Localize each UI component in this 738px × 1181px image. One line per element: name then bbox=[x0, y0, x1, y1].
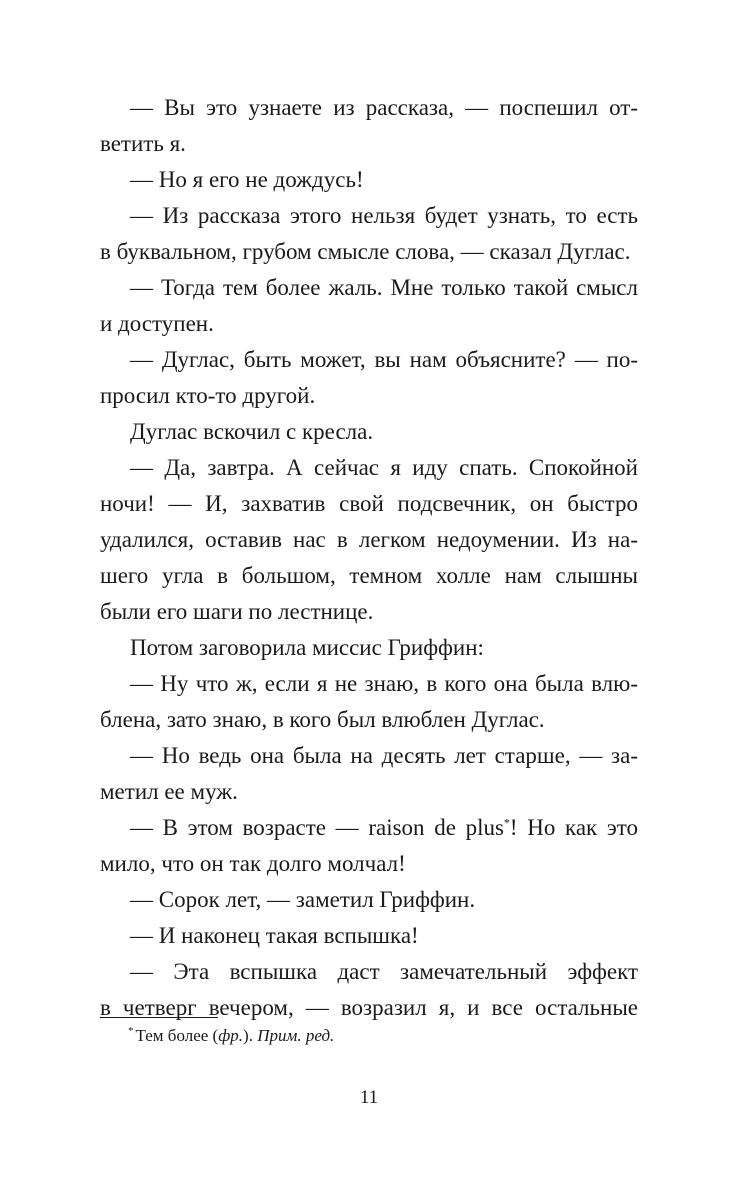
text-line: мило, что он так долго молчал! bbox=[100, 851, 406, 876]
text-line: удалился, оставив нас в легком недоумении. Из на- bbox=[100, 527, 638, 552]
footnote-text: Тем более ( bbox=[135, 1026, 219, 1045]
text-line: — Из рассказа этого нельзя будет узнать, то есть bbox=[130, 203, 638, 228]
text-line: — Но ведь она была на десять лет старше, — за- bbox=[130, 743, 638, 768]
footnote-asterisk: * bbox=[128, 1025, 134, 1038]
text-line: — В этом возрасте — raison de plus*! Но как это bbox=[130, 815, 638, 840]
text-line: в четверг вечером, — возразил я, и все остальные bbox=[100, 995, 638, 1020]
text-line: и доступен. bbox=[100, 311, 214, 336]
text-line: были его шаги по лестнице. bbox=[100, 599, 374, 624]
footnote-marker: * bbox=[503, 815, 510, 830]
text-line: блена, зато знаю, в кого был влюблен Дуглас. bbox=[100, 707, 545, 732]
footnote bbox=[128, 1026, 334, 1046]
text-line: Потом заговорила миссис Гриффин: bbox=[130, 635, 484, 660]
footnote-divider bbox=[100, 1017, 218, 1018]
text-line: — Но я его не дождусь! bbox=[130, 167, 364, 192]
text-line: ночи! — И, захватив свой подсвечник, он быстро bbox=[100, 491, 638, 516]
text-line: — Дуглас, быть может, вы нам объясните? — по- bbox=[130, 347, 638, 372]
text-line: — И наконец такая вспышка! bbox=[130, 923, 419, 948]
footnote-text-mid: ). bbox=[243, 1026, 258, 1045]
footnote-editor-note: Прим. ред. bbox=[257, 1026, 335, 1045]
text-line: — Сорок лет, — заметил Гриффин. bbox=[130, 887, 476, 912]
text-line: просил кто-то другой. bbox=[100, 383, 316, 408]
text-line: — Эта вспышка даст замечательный эффект bbox=[130, 959, 638, 984]
text-line: — Да, завтра. А сейчас я иду спать. Спокойной bbox=[130, 455, 638, 480]
text-line: — Тогда тем более жаль. Мне только такой смысл bbox=[130, 275, 638, 300]
text-line: Дуглас вскочил с кресла. bbox=[130, 419, 374, 444]
text-line: шего угла в большом, темном холле нам слышны bbox=[100, 563, 638, 588]
text-line: ветить я. bbox=[100, 131, 186, 156]
text-line: в буквальном, грубом смысле слова, — сказал Дуглас. bbox=[100, 239, 631, 264]
page-number: 11 bbox=[359, 1087, 379, 1108]
footnote-language: фр. bbox=[218, 1026, 244, 1045]
text-line: — Ну что ж, если я не знаю, в кого она была влю- bbox=[130, 671, 638, 696]
text-line: метил ее муж. bbox=[100, 779, 238, 804]
text-line: — Вы это узнаете из рассказа, — поспешил от- bbox=[130, 95, 638, 120]
